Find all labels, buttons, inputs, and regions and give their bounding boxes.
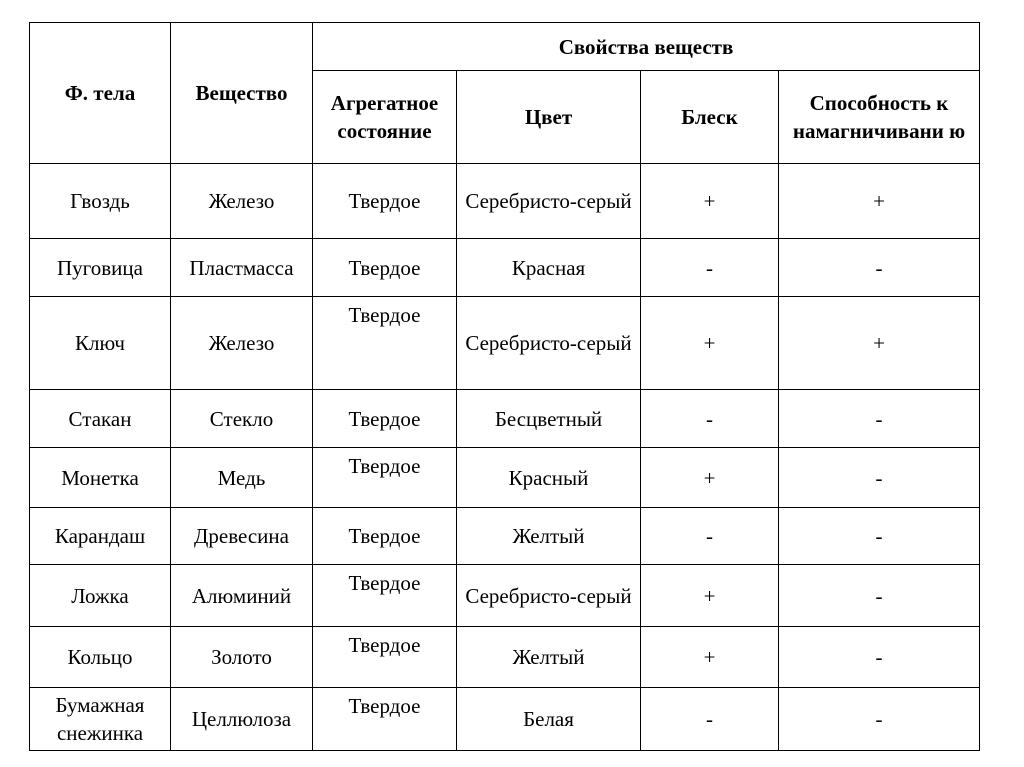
cell-body: Кольцо [30, 627, 171, 688]
cell-substance: Пластмасса [171, 239, 313, 297]
cell-state: Твердое [313, 448, 457, 508]
table-row [30, 297, 980, 390]
header-properties: Свойства веществ [313, 23, 980, 71]
cell-body: Бумажная снежинка [30, 688, 171, 751]
table-row [30, 627, 980, 688]
cell-color: Красный [457, 448, 641, 508]
header-state: Агрегатное состояние [313, 71, 457, 164]
cell-substance: Железо [171, 297, 313, 390]
cell-state: Твердое [313, 565, 457, 627]
cell-shine: - [641, 508, 779, 565]
cell-shine: - [641, 688, 779, 751]
header-body: Ф. тела [30, 23, 171, 164]
cell-shine: + [641, 565, 779, 627]
table-row [30, 565, 980, 627]
cell-shine: + [641, 627, 779, 688]
table-row [30, 239, 980, 297]
table-row [30, 448, 980, 508]
cell-magnet: - [779, 508, 980, 565]
cell-color: Красная [457, 239, 641, 297]
cell-magnet: - [779, 688, 980, 751]
header-color: Цвет [457, 71, 641, 164]
cell-substance: Древесина [171, 508, 313, 565]
cell-state: Твердое [313, 688, 457, 751]
cell-substance: Стекло [171, 390, 313, 448]
cell-state: Твердое [313, 239, 457, 297]
cell-body: Ложка [30, 565, 171, 627]
header-shine: Блеск [641, 71, 779, 164]
cell-state: Твердое [313, 627, 457, 688]
cell-substance: Медь [171, 448, 313, 508]
cell-body: Ключ [30, 297, 171, 390]
cell-magnet: + [779, 297, 980, 390]
cell-state: Твердое [313, 297, 457, 390]
header-substance: Вещество [171, 23, 313, 164]
cell-body: Монетка [30, 448, 171, 508]
cell-state: Твердое [313, 164, 457, 239]
cell-body: Пуговица [30, 239, 171, 297]
cell-color: Бесцветный [457, 390, 641, 448]
cell-magnet: - [779, 239, 980, 297]
cell-substance: Целлюлоза [171, 688, 313, 751]
table-row [30, 390, 980, 448]
cell-shine: - [641, 390, 779, 448]
cell-state: Твердое [313, 390, 457, 448]
table-row [30, 164, 980, 239]
cell-color: Желтый [457, 508, 641, 565]
substances-table [29, 22, 980, 751]
header-magnet: Способность к намагничивани ю [779, 71, 980, 164]
cell-color: Серебристо-серый [457, 565, 641, 627]
cell-body: Гвоздь [30, 164, 171, 239]
cell-color: Желтый [457, 627, 641, 688]
cell-body: Карандаш [30, 508, 171, 565]
cell-magnet: - [779, 565, 980, 627]
cell-substance: Алюминий [171, 565, 313, 627]
cell-magnet: - [779, 448, 980, 508]
cell-shine: + [641, 164, 779, 239]
cell-substance: Железо [171, 164, 313, 239]
table-row [30, 508, 980, 565]
cell-color: Белая [457, 688, 641, 751]
cell-shine: + [641, 448, 779, 508]
cell-magnet: - [779, 390, 980, 448]
cell-body: Стакан [30, 390, 171, 448]
cell-magnet: - [779, 627, 980, 688]
cell-magnet: + [779, 164, 980, 239]
table-row [30, 688, 980, 751]
cell-state: Твердое [313, 508, 457, 565]
cell-color: Серебристо-серый [457, 164, 641, 239]
cell-substance: Золото [171, 627, 313, 688]
cell-shine: + [641, 297, 779, 390]
cell-color: Серебристо-серый [457, 297, 641, 390]
cell-shine: - [641, 239, 779, 297]
